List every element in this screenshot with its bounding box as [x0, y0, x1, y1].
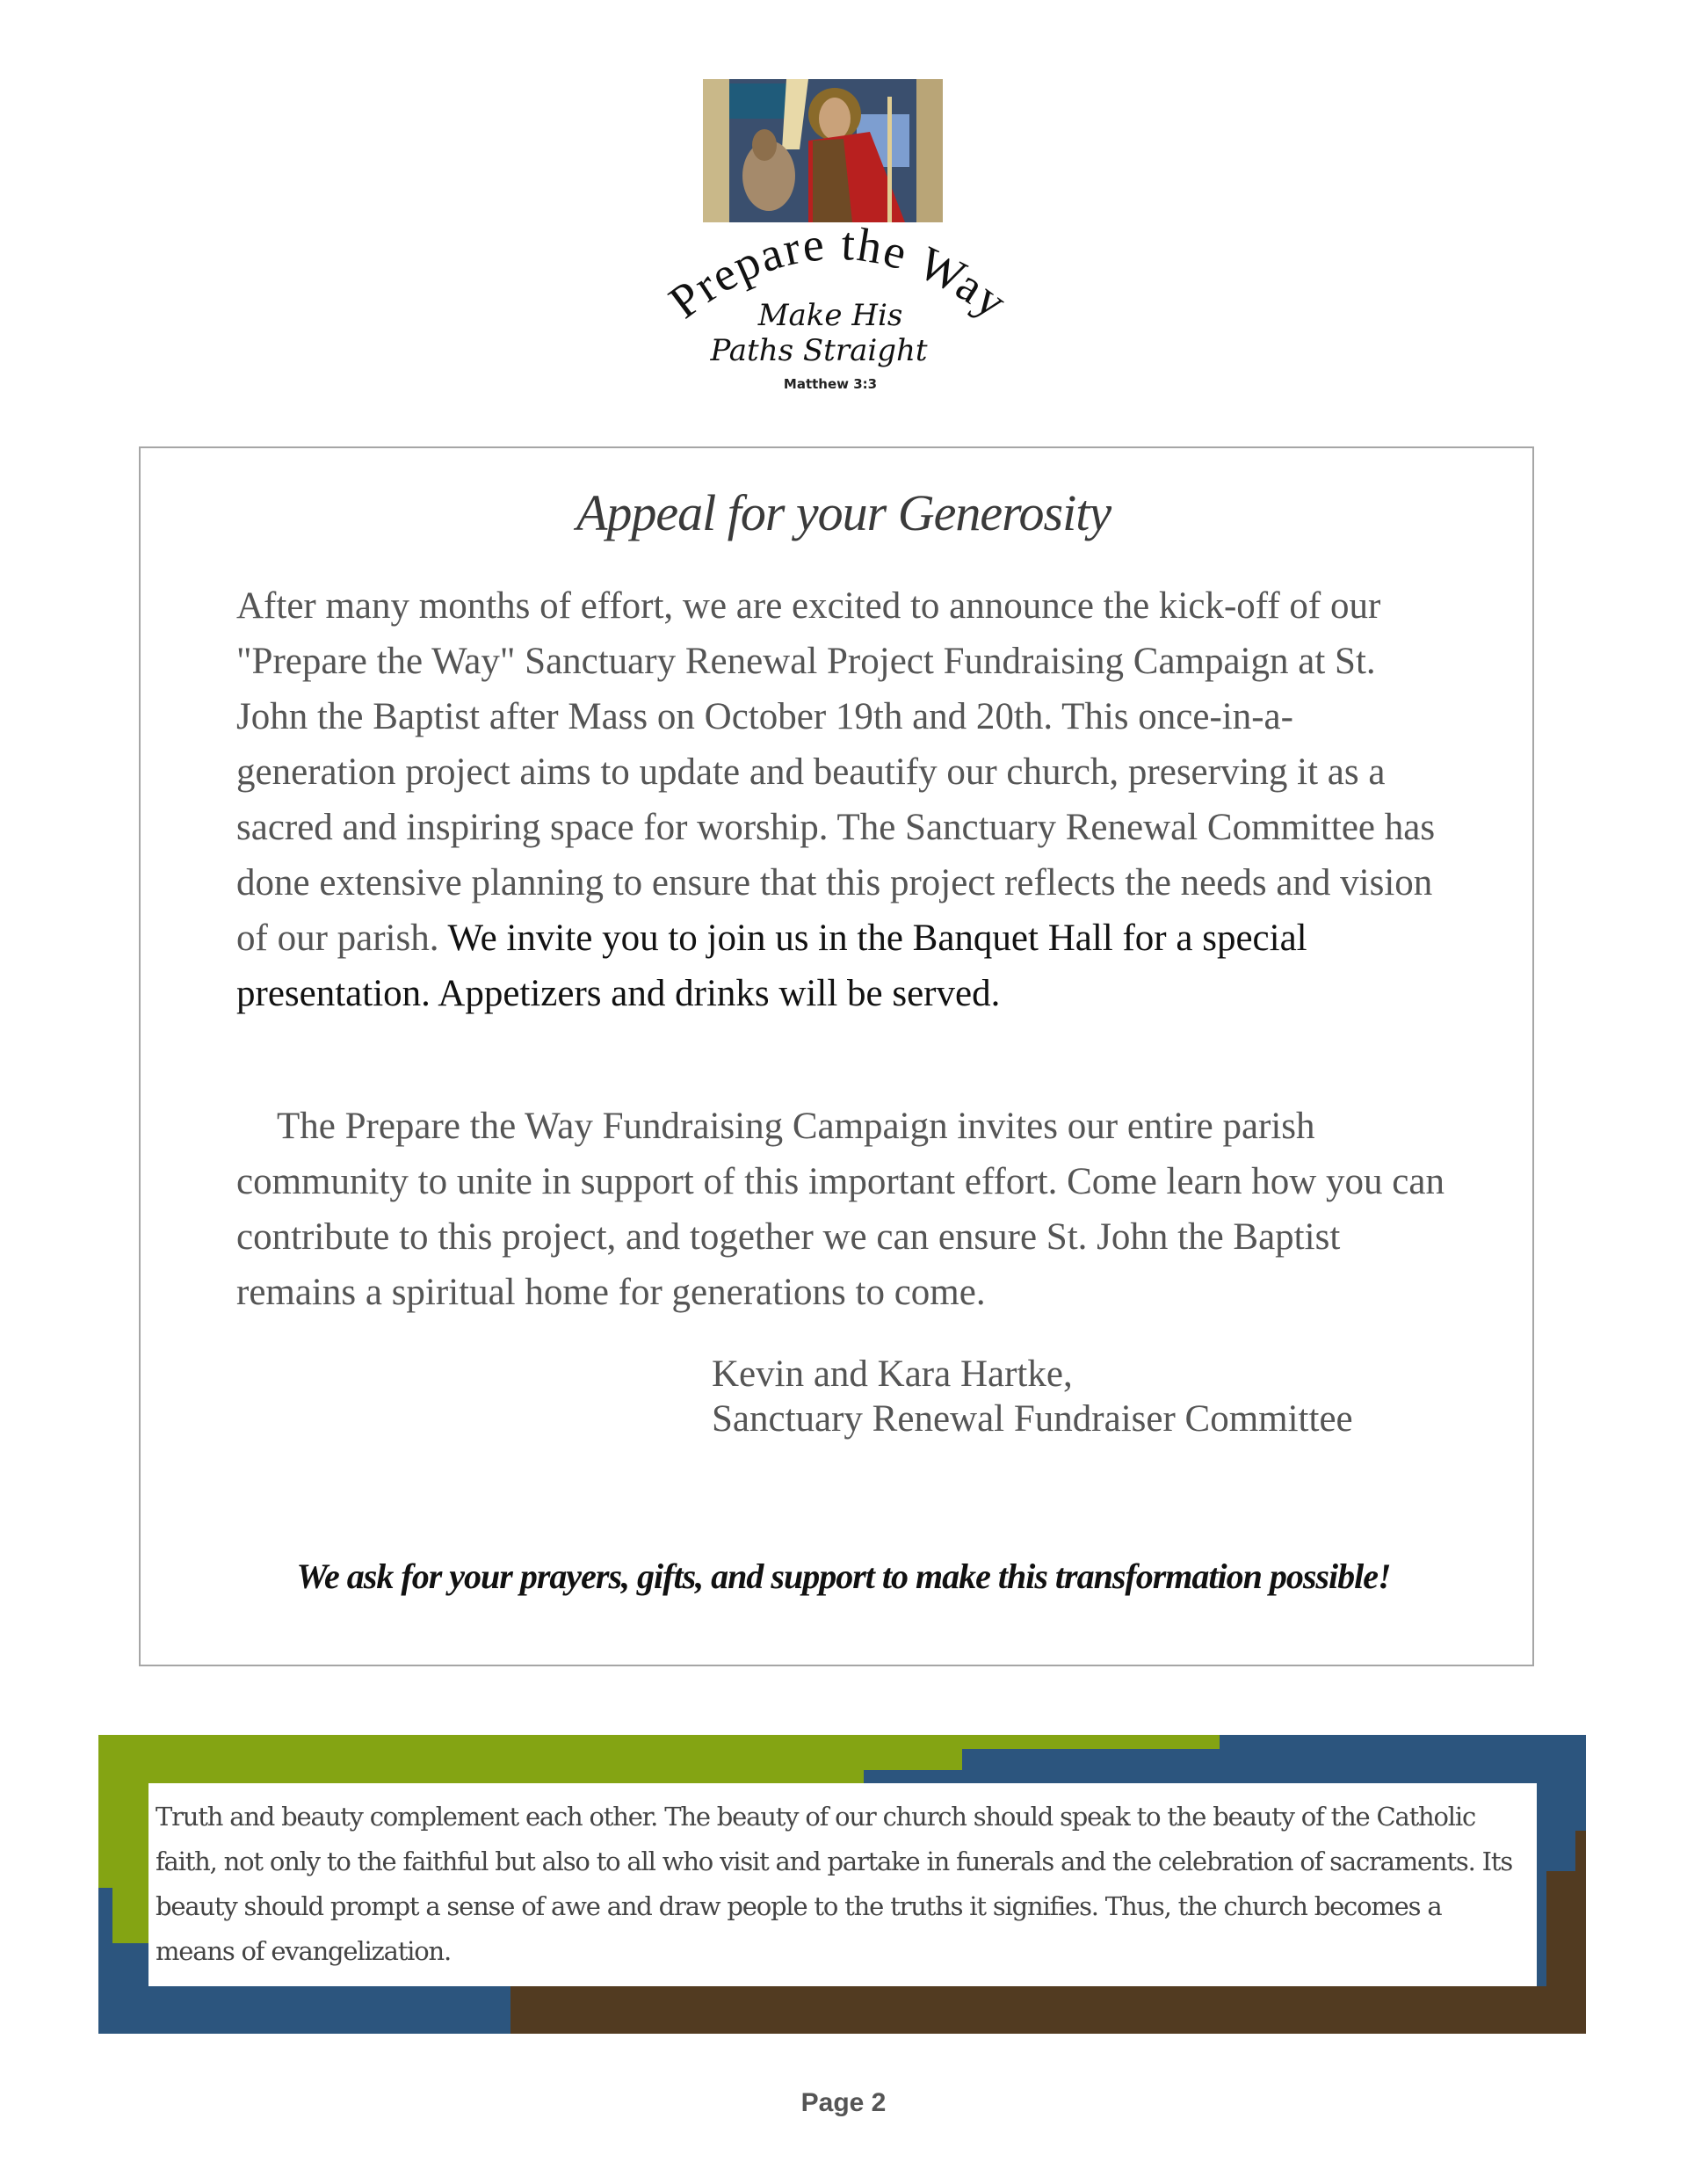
page-number: Page 2	[800, 2088, 887, 2117]
closing-line: We ask for your prayers, gifts, and support to make this transformation possible!	[296, 1556, 1391, 1596]
svg-text:Make His: Make His	[757, 298, 903, 333]
paragraph-1-text: After many months of effort, we are excited to announce the kick-off of our "Prepare the Way" Sanctuary Renewal Project Fundraising Campaign at St. John the Baptist after Mass on October 19th and 20th. This once-in-a-generation project aims to update and beautify our church, preserving it as a sacred and inspiring space for worship. The Sanctuary Renewal Committee has done extensive planning to ensure that this project reflects the needs and vision of our parish.	[236, 585, 1436, 959]
signature-committee: Sanctuary Renewal Fundraiser Committee	[712, 1398, 1353, 1440]
stained-glass-image	[703, 79, 943, 222]
quote-text: Truth and beauty complement each other. The beauty of our church should speak to the beauty of the Catholic faith, not only to the faithful but also to all who visit and partake in funerals and the celebration of sacraments. Its beauty should prompt a sense of awe and draw people to the truths it signifies. Thus, the church becomes a means of evangelization.	[156, 1802, 1513, 1966]
appeal-paragraph-2: The Prepare the Way Fundraising Campaign invites our entire parish community to unite in support of this important effort. Come learn how you can contribute to this project, and together we can ensure St. John the Baptist remains a spiritual home for generations to come.	[236, 1106, 1444, 1313]
appeal-title: Appeal for your Generosity	[576, 484, 1111, 541]
signature-names: Kevin and Kara Hartke,	[712, 1353, 1073, 1395]
prepare-the-way-logo	[615, 220, 1072, 404]
svg-text:Prepare the Way: Prepare the Way	[659, 220, 1018, 330]
invitation-text: We invite you to join us in the Banquet Hall for a special presentation. Appetizers and drinks will be served.	[236, 918, 1307, 1014]
appeal-paragraph-1	[236, 578, 1449, 1021]
svg-text:Matthew 3:3: Matthew 3:3	[783, 376, 878, 392]
svg-text:Paths Straight: Paths Straight	[710, 333, 928, 368]
signature	[712, 1352, 1353, 1441]
